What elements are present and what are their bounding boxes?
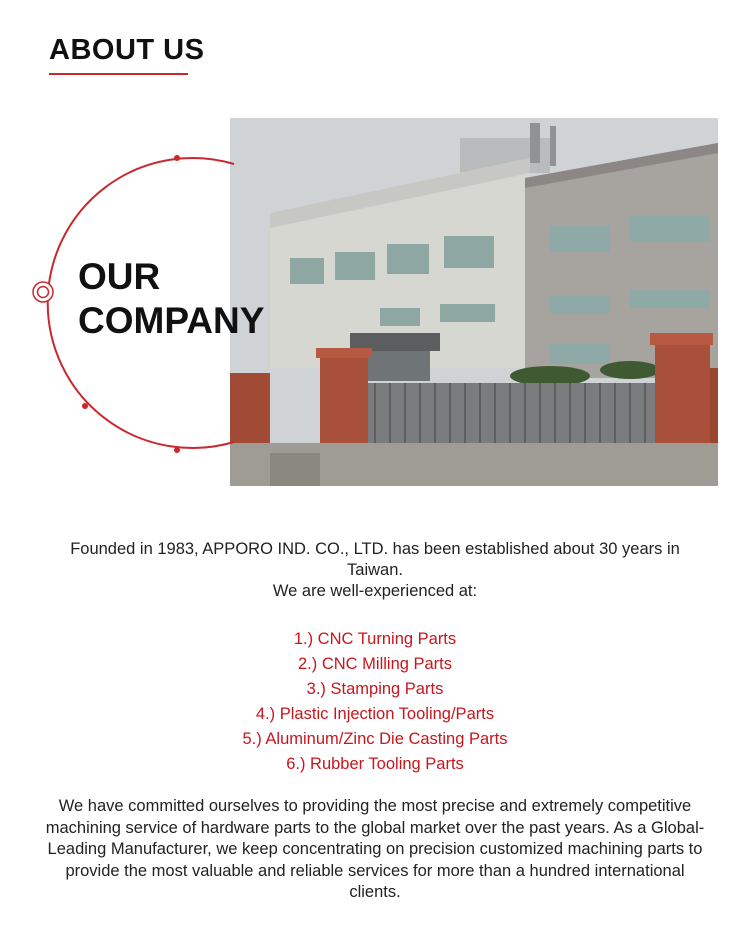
services-list [150, 627, 600, 777]
service-item: 5.) Aluminum/Zinc Die Casting Parts [242, 730, 508, 748]
service-item: 1.) CNC Turning Parts [293, 630, 457, 648]
our-company-heading [78, 255, 264, 343]
service-item: 6.) Rubber Tooling Parts [286, 755, 464, 773]
intro-text [50, 539, 700, 602]
company-building-photo [230, 118, 718, 486]
closing-paragraph: We have committed ourselves to providing the most precise and extremely competitive machining service of hardware parts to the global market over the past years. As a Global-Leading Manufacturer, we keep concentrating on precision customized machining parts to provide the most valuable and reliable services for more than a hundred international clients. [45, 797, 705, 901]
service-item: 2.) CNC Milling Parts [297, 655, 453, 673]
service-item: 4.) Plastic Injection Tooling/Parts [255, 705, 495, 723]
heading-line-2: COMPANY [78, 300, 265, 341]
title-underline [49, 73, 188, 75]
service-item: 3.) Stamping Parts [306, 680, 444, 698]
section-title: ABOUT US [49, 34, 205, 66]
heading-line-1: OUR [78, 256, 161, 297]
intro-line-1: Founded in 1983, APPORO IND. CO., LTD. has been established about 30 years in Taiwan. [70, 540, 680, 579]
target-ring-icon [33, 282, 53, 302]
intro-line-2: We are well-experienced at: [272, 582, 478, 600]
